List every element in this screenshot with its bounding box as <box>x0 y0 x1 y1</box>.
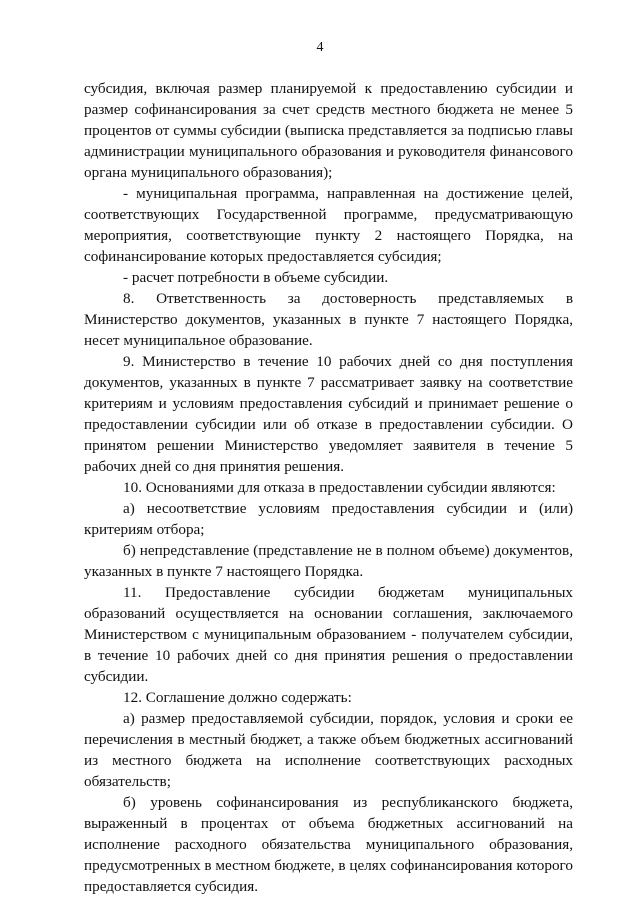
paragraph-item-10a: а) несоответствие условиям предоставления субсидии и (или) критериям отбора; <box>84 500 573 538</box>
paragraph-item-8: 8. Ответственность за достоверность представляемых в Министерство документов, указанных в пункте 7 настоящего Порядка, несет муниципальное образование. <box>84 290 573 349</box>
paragraph-municipal-program: - муниципальная программа, направленная на достижение целей, соответствующих Государственной программе, предусматривающую мероприятия, соответствующие пункту 2 настоящего Порядка, на софинансирование которых предоставляется субсидия; <box>84 185 573 265</box>
paragraph-item-10: 10. Основаниями для отказа в предоставлении субсидии являются: <box>123 479 556 496</box>
paragraph-item-12a: а) размер предоставляемой субсидии, порядок, условия и сроки ее перечисления в местный бюджет, а также объем бюджетных ассигнований из местного бюджета на исполнение соответствующих расходных обязательств; <box>84 710 573 790</box>
paragraph-item-10b: б) непредставление (представление не в полном объеме) документов, указанных в пункте 7 настоящего Порядка. <box>84 542 573 580</box>
paragraph-continuation: субсидия, включая размер планируемой к предоставлению субсидии и размер софинансирования за счет средств местного бюджета не менее 5 процентов от суммы субсидии (выписка представляется за подписью главы администрации муниципального образования и руководителя финансового органа муниципального образования); <box>84 80 573 181</box>
paragraph-item-12: 12. Соглашение должно содержать: <box>123 689 352 706</box>
paragraph-item-12b: б) уровень софинансирования из республиканского бюджета, выраженный в процентах от объема бюджетных ассигнований на исполнение расходного обязательства муниципального образования, предусмотренных в местном бюджете, в целях софинансирования которого предоставляется субсидия. <box>84 794 573 895</box>
paragraph-item-11: 11. Предоставление субсидии бюджетам муниципальных образований осуществляется на основании соглашения, заключаемого Министерством с муниципальным образованием - получателем субсидии, в течение 10 рабочих дней со дня принятия решения о предоставлении субсидии. <box>84 584 573 685</box>
document-body <box>84 78 573 897</box>
paragraph-item-9: 9. Министерство в течение 10 рабочих дней со дня поступления документов, указанных в пункте 7 рассматривает заявку на соответствие критериям и условиям предоставления субсидий и принимает решение о предоставлении субсидии или об отказе в предоставлении субсидии. О принятом решении Министерство уведомляет заявителя в течение 5 рабочих дней со дня принятия решения. <box>84 353 573 475</box>
paragraph-needs-calculation: - расчет потребности в объеме субсидии. <box>123 269 389 286</box>
page-number: 4 <box>316 40 324 55</box>
